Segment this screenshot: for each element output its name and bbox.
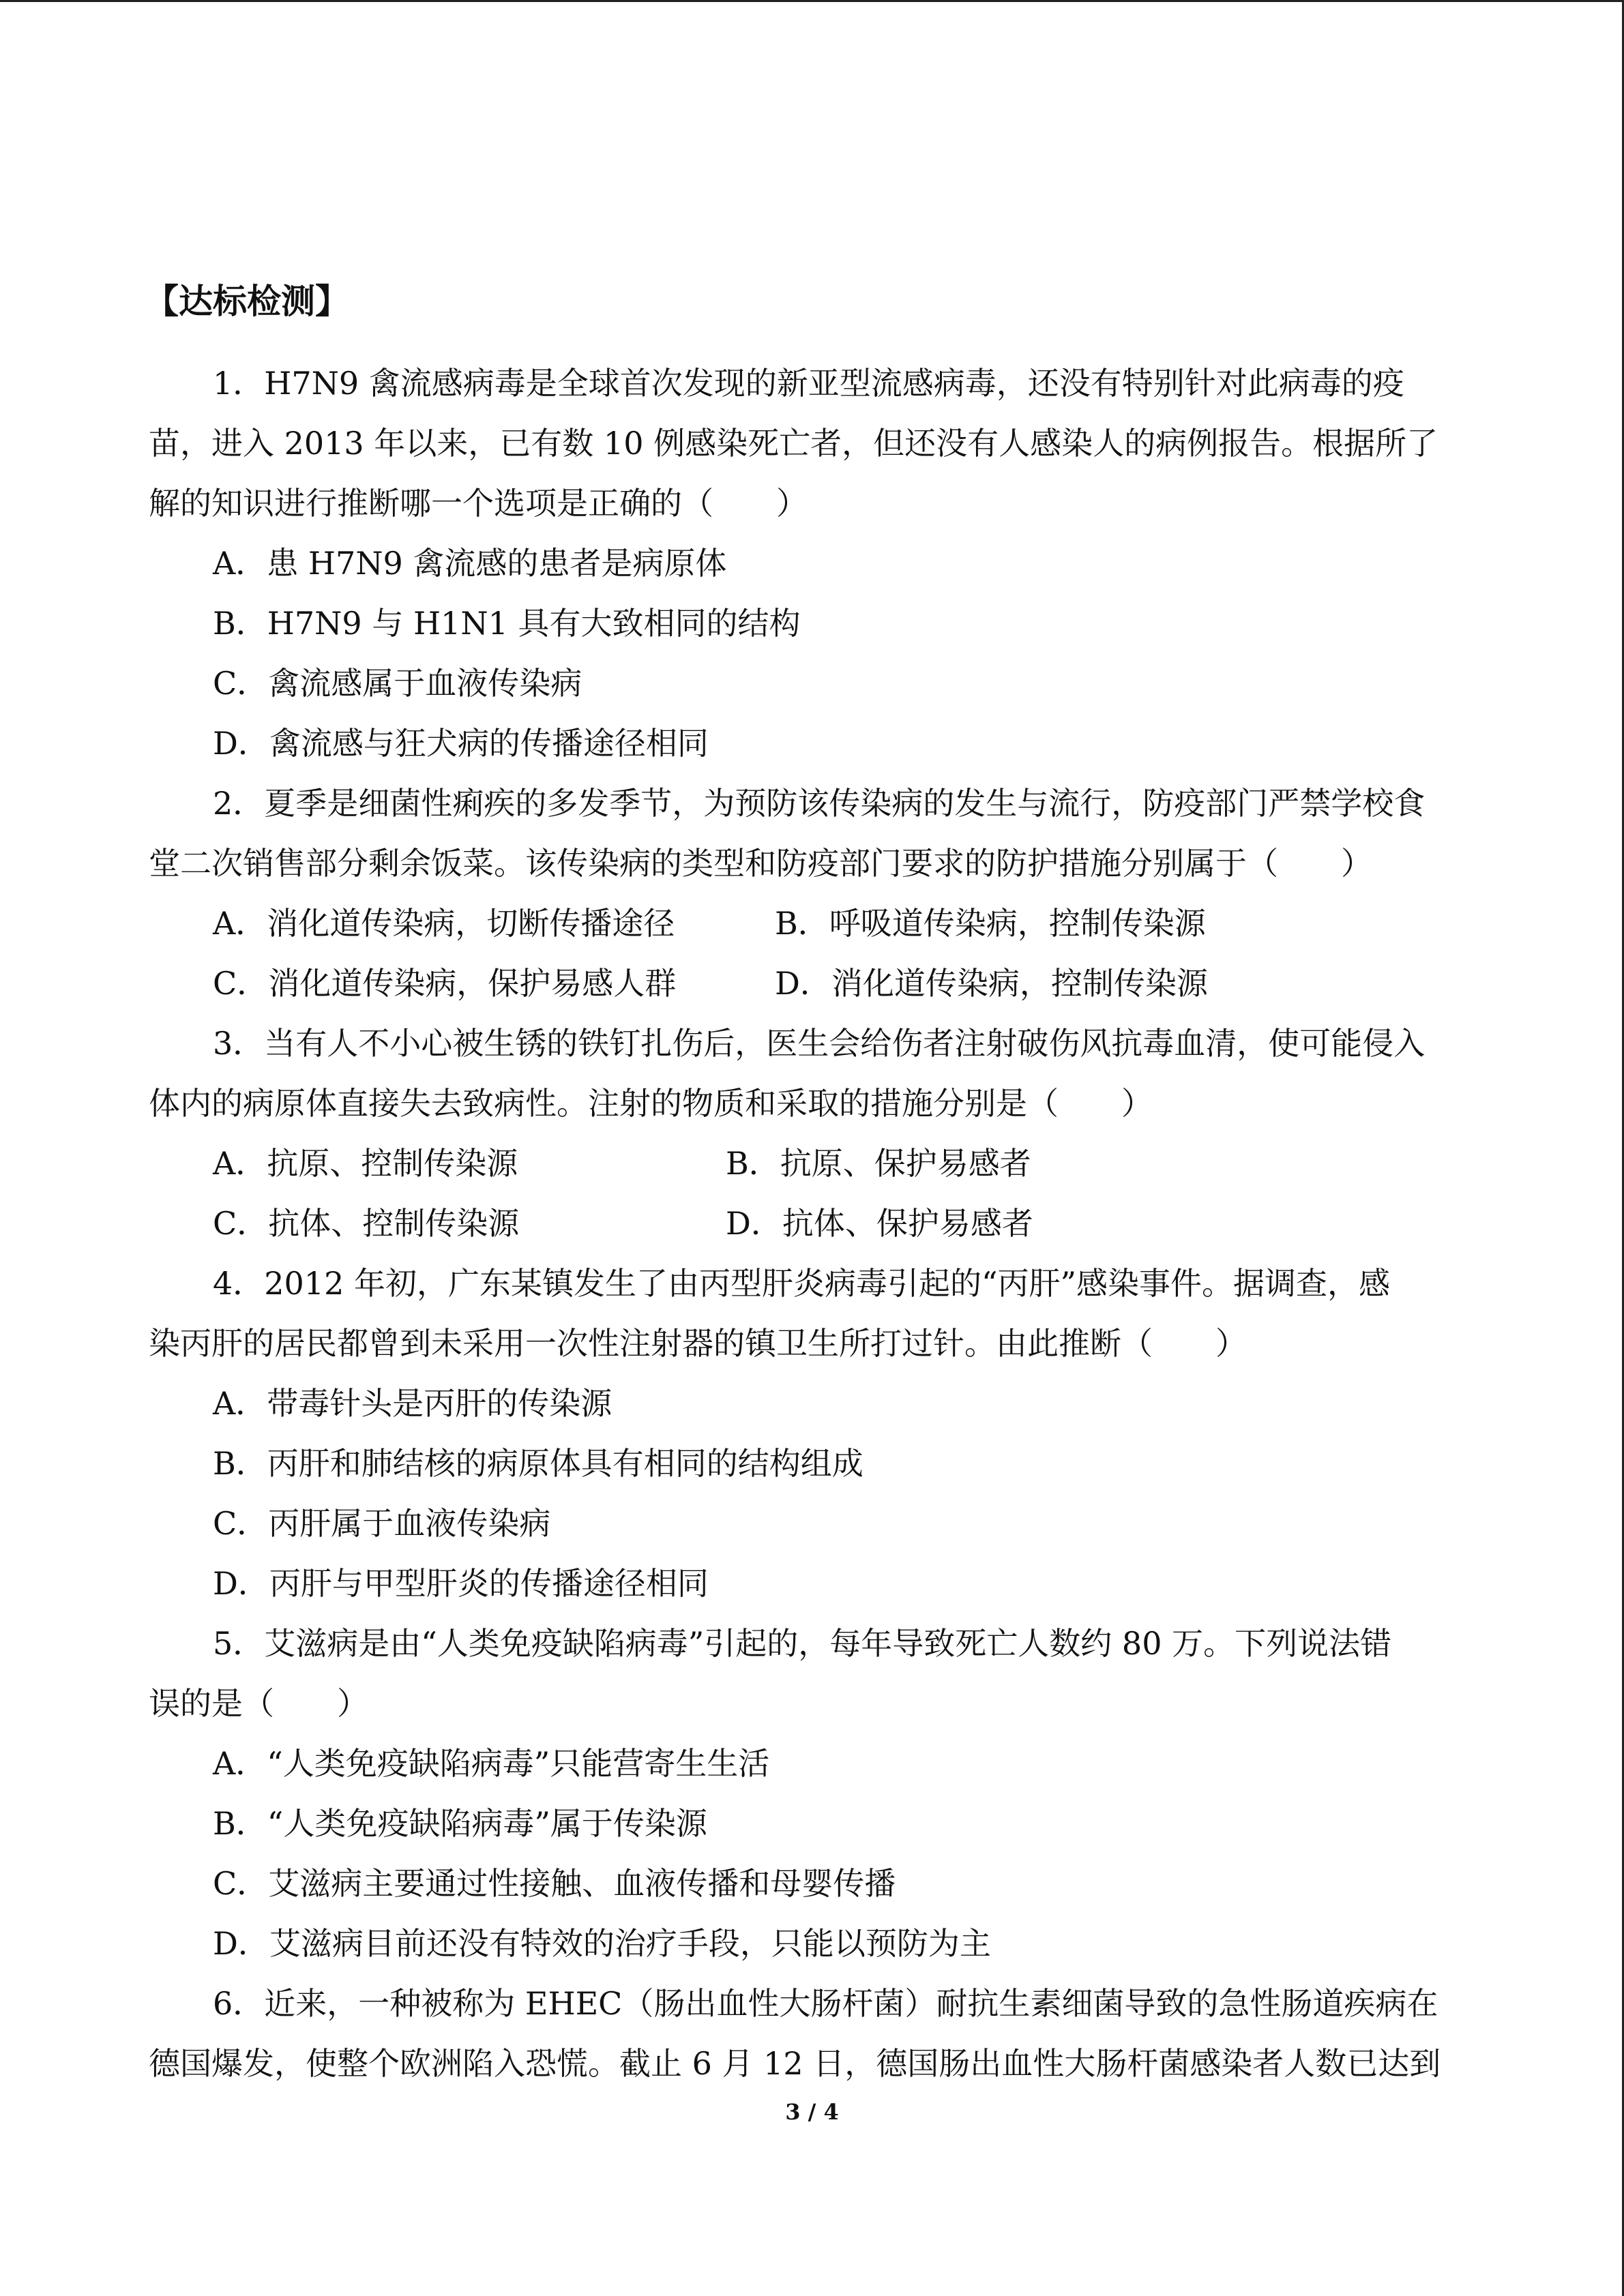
question-6-stem-line-1: 6．近来，一种被称为 EHEC（肠出血性大肠杆菌）耐抗生素细菌导致的急性肠道疾病在 <box>213 1985 1438 2022</box>
question-4-option-c: C．丙肝属于血液传染病 <box>213 1505 551 1542</box>
question-2-stem-line-2: 堂二次销售部分剩余饭菜。该传染病的类型和防疫部门要求的防护措施分别属于（ ） <box>149 845 1372 882</box>
question-5-option-a: A．“人类免疫缺陷病毒”只能营寄生生活 <box>213 1745 770 1782</box>
question-3-option-a: A．抗原、控制传染源 <box>213 1145 518 1182</box>
question-2-option-a: A．消化道传染病，切断传播途径 <box>213 905 675 942</box>
question-5-stem-line-2: 误的是（ ） <box>149 1685 368 1722</box>
question-1-stem-line-3: 解的知识进行推断哪一个选项是正确的（ ） <box>149 485 808 522</box>
question-2-option-b: B．呼吸道传染病，控制传染源 <box>775 905 1206 942</box>
question-2-stem-line-1: 2．夏季是细菌性痢疾的多发季节，为预防该传染病的发生与流行，防疫部门严禁学校食 <box>213 785 1426 822</box>
question-2-option-c: C．消化道传染病，保护易感人群 <box>213 965 677 1002</box>
question-4-stem-line-2: 染丙肝的居民都曾到未采用一次性注射器的镇卫生所打过针。由此推断（ ） <box>149 1325 1247 1362</box>
question-1-option-b: B．H7N9 与 H1N1 具有大致相同的结构 <box>213 605 801 642</box>
question-5-option-d: D．艾滋病目前还没有特效的治疗手段，只能以预防为主 <box>213 1925 991 1962</box>
question-5-option-b: B．“人类免疫缺陷病毒”属于传染源 <box>213 1805 707 1842</box>
question-5-option-c: C．艾滋病主要通过性接触、血液传播和母婴传播 <box>213 1865 896 1902</box>
page-border-top <box>0 0 1624 2</box>
page-number: 3 / 4 <box>785 2099 839 2125</box>
question-3-option-c: C．抗体、控制传染源 <box>213 1205 520 1242</box>
section-title: 【达标检测】 <box>145 281 349 321</box>
question-3-option-b: B．抗原、保护易感者 <box>726 1145 1031 1182</box>
question-4-stem-line-1: 4．2012 年初，广东某镇发生了由丙型肝炎病毒引起的“丙肝”感染事件。据调查，感 <box>213 1265 1390 1302</box>
question-3-stem-line-1: 3．当有人不小心被生锈的铁钉扎伤后，医生会给伤者注射破伤风抗毒血清，使可能侵入 <box>213 1025 1426 1062</box>
question-4-option-b: B．丙肝和肺结核的病原体具有相同的结构组成 <box>213 1445 863 1482</box>
question-1-option-c: C．禽流感属于血液传染病 <box>213 665 582 702</box>
question-3-option-d: D．抗体、保护易感者 <box>726 1205 1033 1242</box>
question-6-stem-line-2: 德国爆发，使整个欧洲陷入恐慌。截止 6 月 12 日，德国肠出血性大肠杆菌感染者人数已达到 <box>149 2045 1441 2082</box>
question-1-stem-line-2: 苗，进入 2013 年以来，已有数 10 例感染死亡者，但还没有人感染人的病例报告。根据所了 <box>149 425 1438 462</box>
question-3-stem-line-2: 体内的病原体直接失去致病性。注射的物质和采取的措施分别是（ ） <box>149 1085 1153 1122</box>
question-1-option-d: D．禽流感与狂犬病的传播途径相同 <box>213 725 709 762</box>
question-4-option-d: D．丙肝与甲型肝炎的传播途径相同 <box>213 1565 709 1602</box>
question-4-option-a: A．带毒针头是丙肝的传染源 <box>213 1385 612 1422</box>
question-5-stem-line-1: 5．艾滋病是由“人类免疫缺陷病毒”引起的，每年导致死亡人数约 80 万。下列说法错 <box>213 1625 1392 1662</box>
question-2-option-d: D．消化道传染病，控制传染源 <box>775 965 1208 1002</box>
question-1-option-a: A．患 H7N9 禽流感的患者是病原体 <box>213 545 727 582</box>
question-1-stem-line-1: 1．H7N9 禽流感病毒是全球首次发现的新亚型流感病毒，还没有特别针对此病毒的疫 <box>213 365 1404 402</box>
